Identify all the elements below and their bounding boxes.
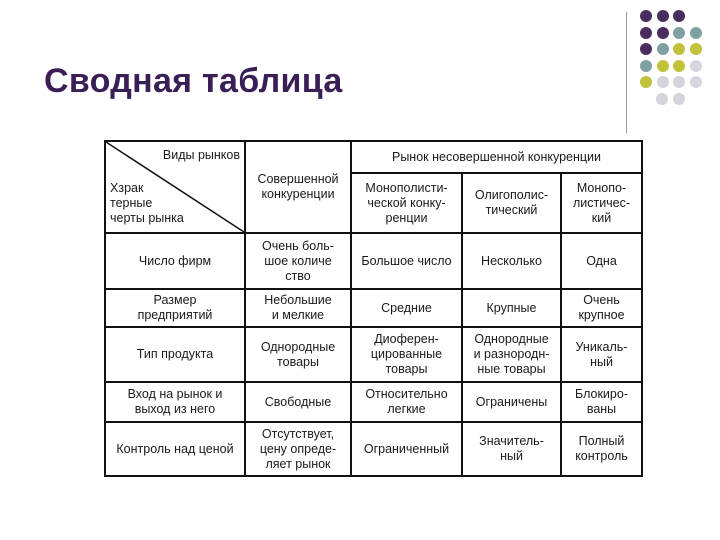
decorative-dot: [690, 27, 702, 39]
table-cell: Свободные: [245, 382, 351, 422]
table-row: [105, 422, 642, 476]
table-cell: Полный контроль: [561, 422, 642, 476]
decorative-dot: [656, 93, 668, 105]
table-cell: Значитель- ный: [462, 422, 561, 476]
table-cell: Очень крупное: [561, 289, 642, 327]
table-row: [105, 327, 642, 382]
decorative-dot: [673, 60, 685, 72]
row-label: Вход на рынок и выход из него: [105, 382, 245, 422]
decorative-dot: [657, 43, 669, 55]
table-cell: Ограниченный: [351, 422, 462, 476]
decorative-dot: [690, 43, 702, 55]
decorative-dot: [673, 27, 685, 39]
row-label: Размер предприятий: [105, 289, 245, 327]
decorative-dot: [673, 43, 685, 55]
table-cell: Одна: [561, 233, 642, 289]
slide-title: Сводная таблица: [44, 62, 343, 100]
table-cell: Средние: [351, 289, 462, 327]
table-cell: Уникаль- ный: [561, 327, 642, 382]
summary-table: [104, 140, 643, 477]
table-cell: Очень боль- шое количе ство: [245, 233, 351, 289]
table-cell: Диоферен- цированные товары: [351, 327, 462, 382]
table-cell: Отсутствует, цену опреде- ляет рынок: [245, 422, 351, 476]
row-label: Контроль над ценой: [105, 422, 245, 476]
decorative-dot: [657, 27, 669, 39]
decorative-dot: [657, 10, 669, 22]
table-cell: Относительно легкие: [351, 382, 462, 422]
table-cell: Ограничены: [462, 382, 561, 422]
row-label: Тип продукта: [105, 327, 245, 382]
corner-header-top: Виды рынков: [162, 148, 240, 162]
decorative-dot: [640, 60, 652, 72]
corner-header-cell: [105, 141, 245, 233]
table-cell: Несколько: [462, 233, 561, 289]
decorative-dot-grid: [0, 0, 720, 130]
subheader-oligopoly: Олигополис- тический: [462, 173, 561, 233]
table-cell: Небольшие и мелкие: [245, 289, 351, 327]
table-cell: Блокиро- ваны: [561, 382, 642, 422]
header-perfect-competition: Совершенной конкуренции: [245, 141, 351, 233]
table-row: [105, 382, 642, 422]
decorative-dot: [673, 10, 685, 22]
corner-header-bottom: Хзрак терные черты рынка: [110, 181, 184, 225]
decorative-dot: [640, 27, 652, 39]
table-row: [105, 233, 642, 289]
decorative-dot: [673, 93, 685, 105]
table-cell: Однородные товары: [245, 327, 351, 382]
decorative-dot: [657, 60, 669, 72]
decorative-dot: [657, 76, 669, 88]
decorative-dot: [673, 76, 685, 88]
table-cell: Однородные и разнородн- ные товары: [462, 327, 561, 382]
decorative-dot: [690, 76, 702, 88]
header-imperfect-competition: Рынок несовершенной конкуренции: [351, 141, 642, 173]
subheader-monopolistic-competition: Монополисти- ческой конку- ренции: [351, 173, 462, 233]
table-cell: Большое число: [351, 233, 462, 289]
table-row: [105, 289, 642, 327]
decorative-dot: [690, 60, 702, 72]
row-label: Число фирм: [105, 233, 245, 289]
decorative-dot: [640, 76, 652, 88]
subheader-monopoly: Монопо- листичес- кий: [561, 173, 642, 233]
decorative-dot: [640, 43, 652, 55]
table-cell: Крупные: [462, 289, 561, 327]
decorative-dot: [640, 10, 652, 22]
